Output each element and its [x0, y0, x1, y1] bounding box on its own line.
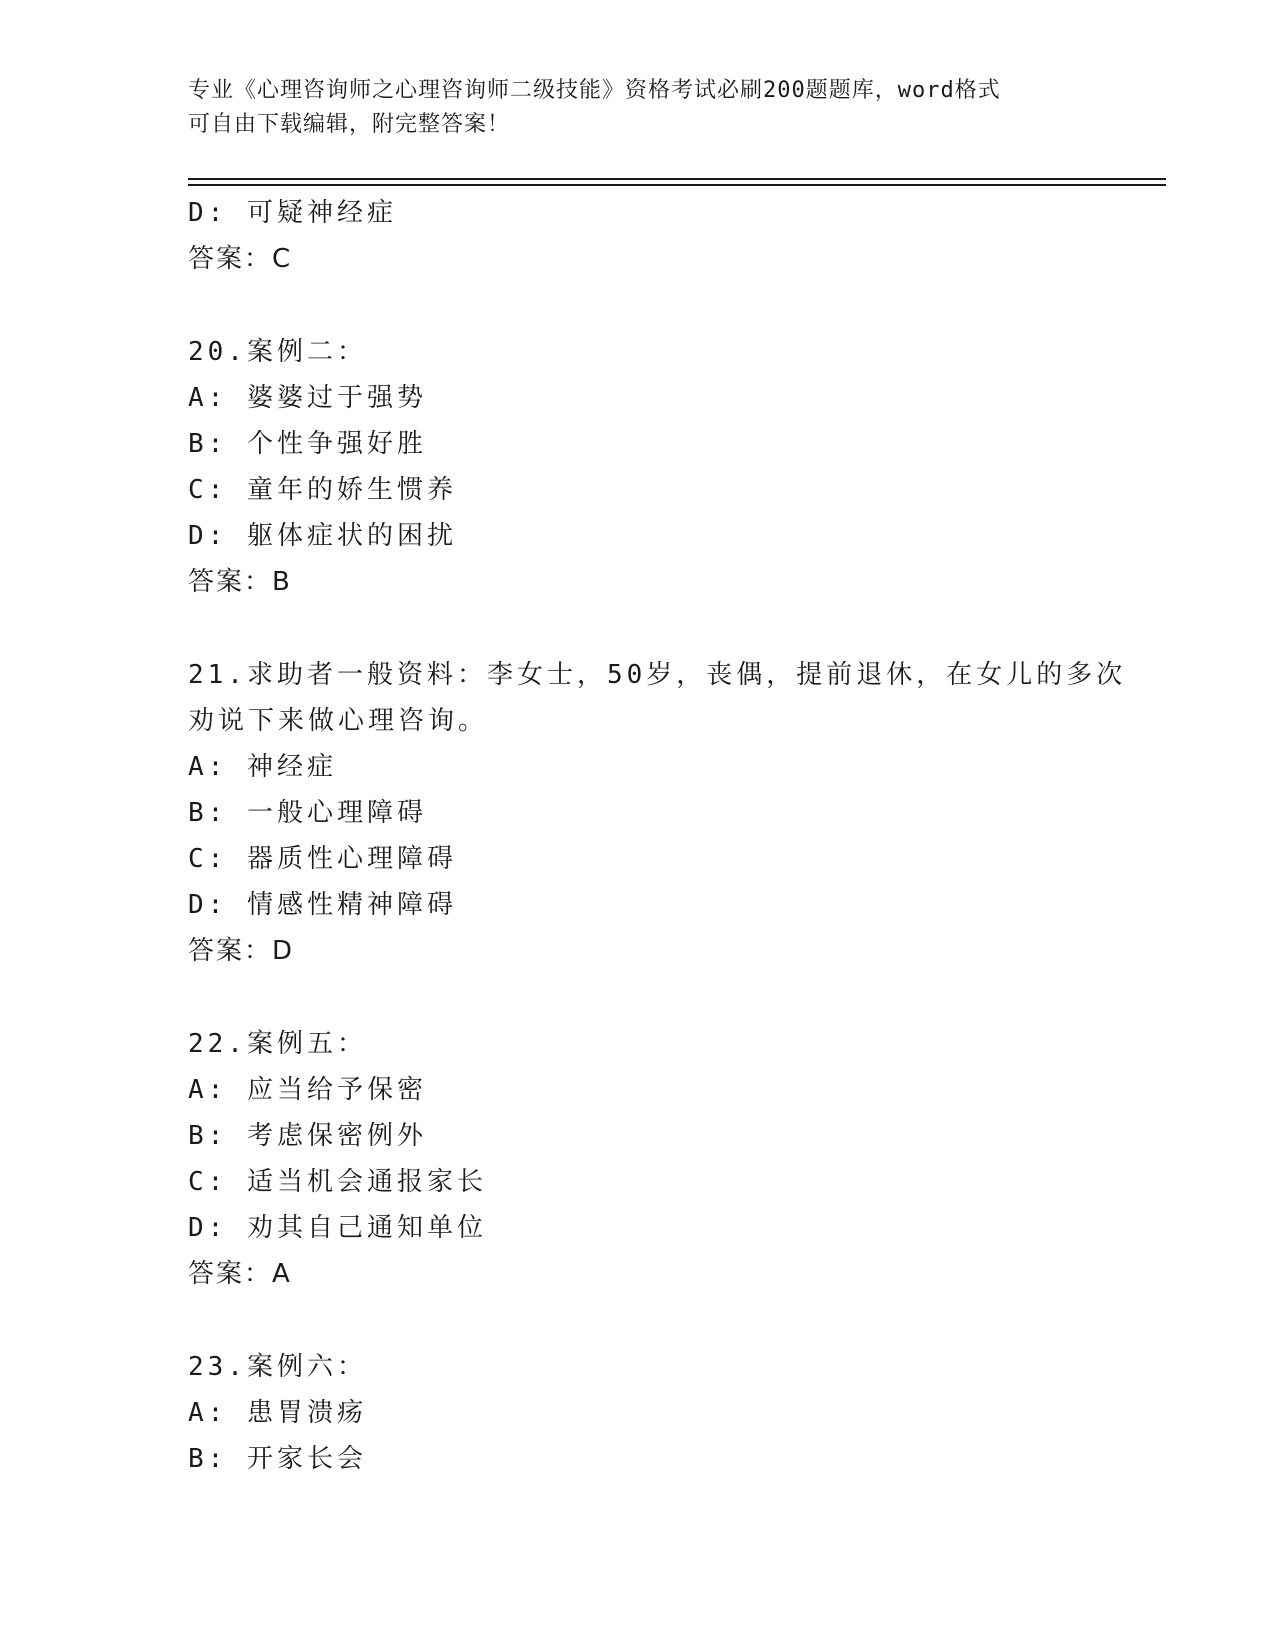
- question-22-answer: 答案：A: [188, 1259, 292, 1289]
- question-23-option-a: A: 患胃溃疡: [188, 1398, 367, 1428]
- spacer: [188, 974, 1088, 1021]
- spacer: [188, 1297, 1088, 1344]
- question-20-option-d: D: 躯体症状的困扰: [188, 521, 457, 551]
- question-23-option-b: B: 开家长会: [188, 1444, 367, 1474]
- question-21-answer: 答案：D: [188, 936, 295, 966]
- question-20-option-c: C: 童年的娇生惯养: [188, 475, 457, 505]
- option-d: D: 可疑神经症: [188, 198, 397, 228]
- document-header: [188, 74, 1068, 142]
- header-divider-bottom: [188, 184, 1166, 186]
- spacer: [188, 282, 1088, 329]
- question-21-option-c: C: 器质性心理障碍: [188, 844, 457, 874]
- question-21-option-b: B: 一般心理障碍: [188, 798, 427, 828]
- header-divider-top: [188, 178, 1166, 180]
- question-22-option-b: B: 考虑保密例外: [188, 1121, 427, 1151]
- question-21-option-d: D: 情感性精神障碍: [188, 890, 457, 920]
- question-21-option-a: A: 神经症: [188, 752, 337, 782]
- question-list: [188, 190, 1127, 1482]
- header-line-1: 专业《心理咨询师之心理咨询师二级技能》资格考试必刷200题题库，word格式: [188, 78, 1001, 103]
- question-20-option-a: A: 婆婆过于强势: [188, 383, 427, 413]
- header-line-2: 可自由下载编辑，附完整答案！: [188, 112, 511, 137]
- question-20: 20.案例二：: [188, 337, 367, 367]
- question-23: 23.案例六：: [188, 1352, 367, 1382]
- question-20-option-b: B: 个性争强好胜: [188, 429, 427, 459]
- spacer: [188, 605, 1088, 652]
- question-22-option-a: A: 应当给予保密: [188, 1075, 427, 1105]
- question-21-line-2: 劝说下来做心理咨询。: [188, 706, 489, 736]
- answer: 答案：C: [188, 244, 293, 274]
- question-22-option-d: D: 劝其自己通知单位: [188, 1213, 487, 1243]
- question-20-answer: 答案：B: [188, 567, 292, 597]
- question-21-line-1: 21.求助者一般资料：李女士，50岁，丧偶，提前退休，在女儿的多次: [188, 660, 1127, 690]
- question-22-option-c: C: 适当机会通报家长: [188, 1167, 487, 1197]
- question-22: 22.案例五：: [188, 1029, 367, 1059]
